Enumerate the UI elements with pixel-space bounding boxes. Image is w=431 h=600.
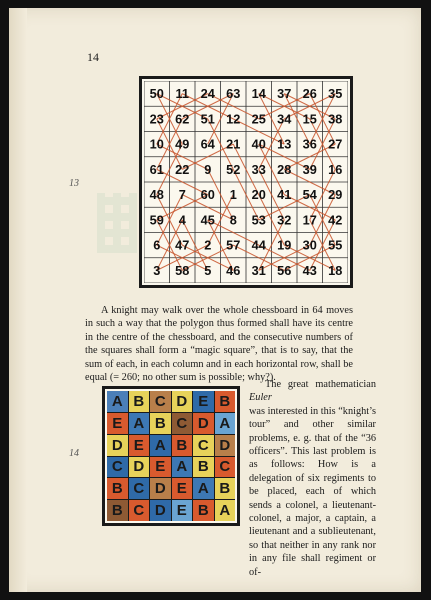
officer-cell: B xyxy=(150,413,171,434)
officer-cell: B xyxy=(129,391,150,412)
magic-square-number: 24 xyxy=(200,87,215,102)
magic-square-number: 46 xyxy=(226,263,241,278)
magic-square-number: 39 xyxy=(302,162,317,177)
magic-square-number: 16 xyxy=(328,162,343,177)
magic-square-number: 40 xyxy=(251,137,266,152)
magic-square-number: 8 xyxy=(229,213,237,228)
officer-cell: B xyxy=(172,435,193,456)
officer-cell: A xyxy=(172,457,193,478)
euler-name: Euler xyxy=(249,392,272,404)
book-page xyxy=(9,8,421,592)
officer-cell: E xyxy=(150,457,171,478)
magic-square-number: 10 xyxy=(149,137,164,152)
magic-square-number: 48 xyxy=(149,188,164,203)
magic-square-number: 45 xyxy=(200,213,215,228)
magic-square-number: 47 xyxy=(175,238,190,253)
officer-cell: C xyxy=(193,435,214,456)
magic-square-number: 30 xyxy=(302,238,317,253)
magic-square-number: 59 xyxy=(149,213,164,228)
show-through-image xyxy=(97,193,137,253)
magic-square-number: 35 xyxy=(328,87,343,102)
officer-cell: A xyxy=(193,478,214,499)
officer-cell: E xyxy=(172,478,193,499)
thirty-six-officers-square xyxy=(102,386,240,526)
officer-cell: C xyxy=(129,500,150,521)
magic-square-number: 57 xyxy=(226,238,241,253)
magic-square-number: 6 xyxy=(153,238,161,253)
officers-grid xyxy=(107,391,235,521)
officer-cell: E xyxy=(193,391,214,412)
officer-cell: D xyxy=(193,413,214,434)
magic-square-number: 19 xyxy=(277,238,292,253)
magic-square-number: 15 xyxy=(302,112,317,127)
officer-cell: C xyxy=(129,478,150,499)
officer-cell: C xyxy=(150,391,171,412)
magic-square-number: 42 xyxy=(328,213,343,228)
magic-square-number: 20 xyxy=(251,188,266,203)
magic-square-number: 63 xyxy=(226,87,241,102)
officer-cell: B xyxy=(215,478,236,499)
knight-tour-paragraph xyxy=(85,304,353,384)
officer-cell: B xyxy=(215,391,236,412)
magic-square-number: 25 xyxy=(251,112,266,127)
officer-cell: E xyxy=(172,500,193,521)
magic-square-number: 29 xyxy=(328,188,343,203)
magic-square-number: 52 xyxy=(226,162,241,177)
magic-square-number: 53 xyxy=(251,213,266,228)
officer-cell: A xyxy=(215,500,236,521)
page-spine-shadow xyxy=(9,8,27,592)
magic-square-number: 60 xyxy=(200,188,215,203)
magic-square-number: 14 xyxy=(251,87,266,102)
officer-cell: E xyxy=(129,435,150,456)
paragraph-2-intro-text: The great mathematician xyxy=(265,379,376,390)
officer-cell: B xyxy=(193,500,214,521)
magic-square-number: 56 xyxy=(277,263,292,278)
page-number: 14 xyxy=(87,50,99,64)
magic-square-number: 7 xyxy=(178,188,186,203)
magic-square-number: 49 xyxy=(175,137,190,152)
officer-cell: A xyxy=(215,413,236,434)
magic-square-number: 1 xyxy=(229,188,237,203)
magic-square-number: 12 xyxy=(226,112,241,127)
knight-tour-magic-square xyxy=(139,76,353,288)
magic-square-number: 27 xyxy=(328,137,343,152)
officer-cell: D xyxy=(150,500,171,521)
paragraph-2-rest: was interested in this “knight’s tour” and other similar problems, e. g. that of the “36 officers”. This last problem is as follows: How is a delegation of six regiments to be placed, each of which sends a colonel, a lieutenant-colonel, a major, a captain, a lieutenant and a sublieutenant, so that neither in any rank nor in any file shall regiment or of- xyxy=(249,405,376,578)
officer-cell: C xyxy=(172,413,193,434)
officer-cell: C xyxy=(215,457,236,478)
officer-cell: D xyxy=(215,435,236,456)
magic-square-number: 22 xyxy=(175,162,190,177)
magic-square-number: 34 xyxy=(277,112,292,127)
magic-square-number: 18 xyxy=(328,263,343,278)
magic-square-number: 31 xyxy=(251,263,266,278)
magic-square-number: 43 xyxy=(302,263,317,278)
paragraph-1-text: A knight may walk over the whole chessboard in 64 moves in such a way that the polygon thus formed shall have its centre in the centre of the chessboard, and the consecutive numbers of the squares shall form a “magic square”, that is to say, that the sum of each, in each column and in each horizontal row, shall be equal (= 260; no other sum is possible; why?). xyxy=(85,305,353,384)
paragraph-2-intro xyxy=(249,378,376,405)
magic-square-number: 13 xyxy=(277,137,292,152)
officer-cell: D xyxy=(172,391,193,412)
magic-square-number: 11 xyxy=(175,87,189,102)
magic-square-number: 32 xyxy=(277,213,292,228)
magic-square-number: 2 xyxy=(204,238,212,253)
officer-cell: B xyxy=(107,478,128,499)
magic-square-number: 28 xyxy=(277,162,292,177)
magic-square-number: 26 xyxy=(302,87,317,102)
magic-square-number: 9 xyxy=(204,162,212,177)
margin-note-14: 14 xyxy=(69,448,79,459)
magic-square-number: 62 xyxy=(175,112,190,127)
magic-square-number: 54 xyxy=(302,188,317,203)
magic-square-number: 33 xyxy=(251,162,266,177)
officer-cell: D xyxy=(150,478,171,499)
magic-square-number: 38 xyxy=(328,112,343,127)
magic-square-figure xyxy=(144,81,348,283)
magic-square-number: 21 xyxy=(226,137,241,152)
magic-square-number: 3 xyxy=(153,263,161,278)
officer-cell: E xyxy=(107,413,128,434)
magic-square-number: 51 xyxy=(200,112,215,127)
magic-square-number: 23 xyxy=(149,112,164,127)
magic-square-number: 58 xyxy=(175,263,190,278)
magic-square-number: 36 xyxy=(302,137,317,152)
magic-square-number: 50 xyxy=(149,87,164,102)
officer-cell: D xyxy=(129,457,150,478)
magic-square-number: 4 xyxy=(178,213,186,228)
margin-note-13: 13 xyxy=(69,178,79,189)
paragraph-2-text xyxy=(249,378,376,579)
officer-cell: C xyxy=(107,457,128,478)
magic-square-number: 44 xyxy=(251,238,266,253)
officer-cell: B xyxy=(107,500,128,521)
magic-square-number: 41 xyxy=(277,188,292,203)
magic-square-number: 37 xyxy=(277,87,292,102)
officer-cell: A xyxy=(107,391,128,412)
officer-cell: A xyxy=(150,435,171,456)
euler-paragraph xyxy=(249,378,376,579)
magic-square-number: 64 xyxy=(200,137,215,152)
magic-square-number: 17 xyxy=(302,213,317,228)
magic-square-number: 55 xyxy=(328,238,343,253)
officer-cell: A xyxy=(129,413,150,434)
magic-square-number: 5 xyxy=(204,263,212,278)
officer-cell: D xyxy=(107,435,128,456)
officer-cell: B xyxy=(193,457,214,478)
magic-square-number: 61 xyxy=(149,162,164,177)
